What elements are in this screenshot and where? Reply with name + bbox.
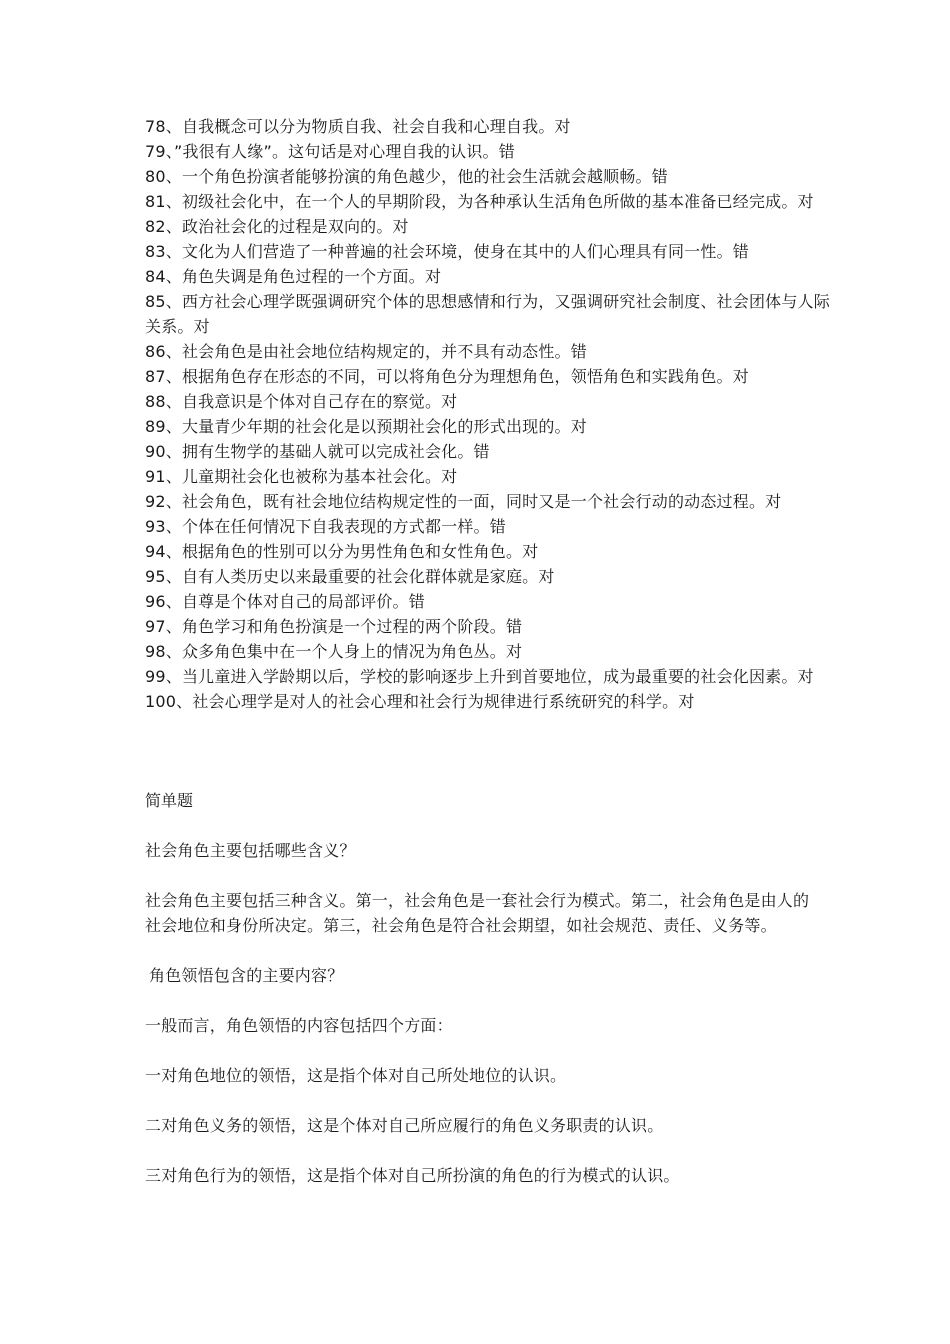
statement-79: 79、”我很有人缘”。这句话是对心理自我的认识。错 bbox=[145, 142, 515, 161]
statement-87: 87、根据角色存在形态的不同，可以将角色分为理想角色，领悟角色和实践角色。对 bbox=[145, 367, 749, 386]
statement-82: 82、政治社会化的过程是双向的。对 bbox=[145, 217, 409, 236]
answer-2-point-3: 三对角色行为的领悟，这是指个体对自己所扮演的角色的行为模式的认识。 bbox=[145, 1166, 680, 1185]
answer-1: 社会角色主要包括三种含义。第一，社会角色是一套社会行为模式。第二，社会角色是由人的社会地位和身份所决定。第三，社会角色是符合社会期望，如社会规范、责任、义务等。 bbox=[145, 891, 810, 935]
statement-99: 99、当儿童进入学龄期以后，学校的影响逐步上升到首要地位，成为最重要的社会化因素。对 bbox=[145, 667, 814, 686]
statement-91: 91、儿童期社会化也被称为基本社会化。对 bbox=[145, 467, 458, 486]
question-1: 社会角色主要包括哪些含义？ bbox=[145, 841, 356, 860]
statement-95: 95、自有人类历史以来最重要的社会化群体就是家庭。对 bbox=[145, 567, 555, 586]
statement-88: 88、自我意识是个体对自己存在的察觉。对 bbox=[145, 392, 458, 411]
short-answer-section bbox=[145, 838, 825, 1213]
question-2: 角色领悟包含的主要内容？ bbox=[149, 966, 344, 985]
true-false-list bbox=[145, 114, 835, 714]
answer-2-point-1: 一对角色地位的领悟，这是指个体对自己所处地位的认识。 bbox=[145, 1066, 567, 1085]
statement-100: 100、社会心理学是对人的社会心理和社会行为规律进行系统研究的科学。对 bbox=[145, 692, 695, 711]
statement-90: 90、拥有生物学的基础人就可以完成社会化。错 bbox=[145, 442, 490, 461]
statement-81: 81、初级社会化中，在一个人的早期阶段，为各种承认生活角色所做的基本准备已经完成。对 bbox=[145, 192, 814, 211]
statement-83: 83、文化为人们营造了一种普遍的社会环境，使身在其中的人们心理具有同一性。错 bbox=[145, 242, 749, 261]
statement-96: 96、自尊是个体对自己的局部评价。错 bbox=[145, 592, 425, 611]
statement-92: 92、社会角色，既有社会地位结构规定性的一面，同时又是一个社会行动的动态过程。对 bbox=[145, 492, 782, 511]
statement-89: 89、大量青少年期的社会化是以预期社会化的形式出现的。对 bbox=[145, 417, 587, 436]
statement-78: 78、自我概念可以分为物质自我、社会自我和心理自我。对 bbox=[145, 117, 571, 136]
answer-2-intro: 一般而言，角色领悟的内容包括四个方面： bbox=[145, 1016, 453, 1035]
statement-84: 84、角色失调是角色过程的一个方面。对 bbox=[145, 267, 442, 286]
statement-93: 93、个体在任何情况下自我表现的方式都一样。错 bbox=[145, 517, 506, 536]
statement-86: 86、社会角色是由社会地位结构规定的，并不具有动态性。错 bbox=[145, 342, 587, 361]
statement-80: 80、一个角色扮演者能够扮演的角色越少，他的社会生活就会越顺畅。错 bbox=[145, 167, 668, 186]
statement-98: 98、众多角色集中在一个人身上的情况为角色丛。对 bbox=[145, 642, 523, 661]
statement-94: 94、根据角色的性别可以分为男性角色和女性角色。对 bbox=[145, 542, 539, 561]
answer-2-point-2: 二对角色义务的领悟，这是个体对自己所应履行的角色义务职责的认识。 bbox=[145, 1116, 664, 1135]
section-title: 简单题 bbox=[145, 791, 194, 810]
statement-97: 97、角色学习和角色扮演是一个过程的两个阶段。错 bbox=[145, 617, 523, 636]
statement-85: 85、西方社会心理学既强调研究个体的思想感情和行为，又强调研究社会制度、社会团体与人际关系。对 bbox=[145, 292, 830, 336]
